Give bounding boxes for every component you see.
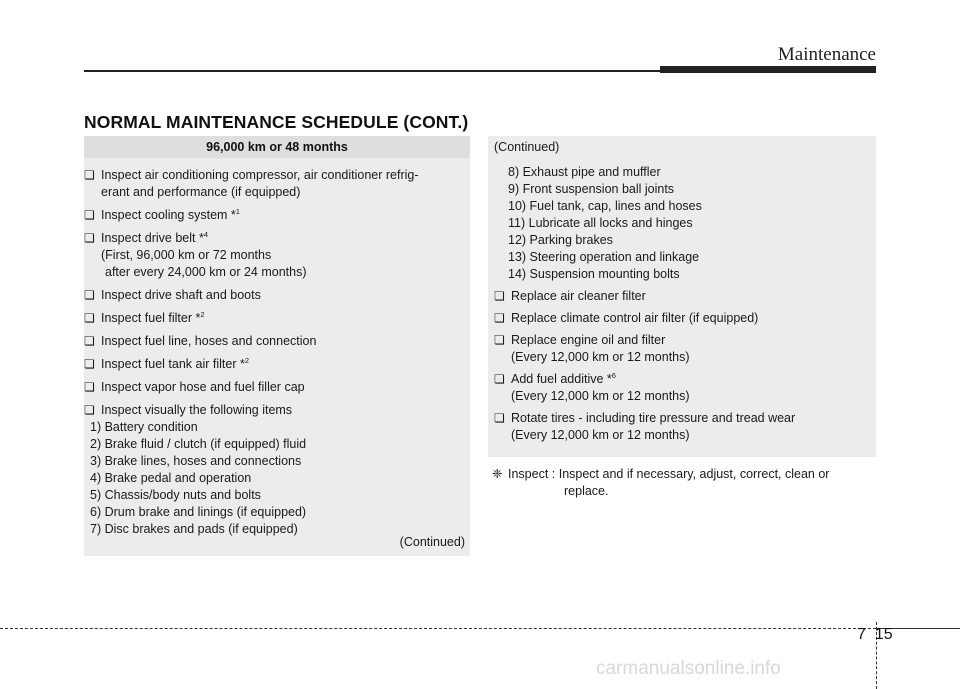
- sub-item: 3) Brake lines, hoses and connections: [90, 454, 302, 468]
- item-text: Rotate tires - including tire pressure and tread wear: [511, 411, 796, 425]
- footnote-ref: 6: [611, 370, 616, 380]
- list-item: [84, 402, 464, 419]
- list-item: [494, 310, 872, 327]
- right-panel-body: [494, 139, 872, 444]
- sub-item: 7) Disc brakes and pads (if equipped): [90, 522, 298, 536]
- item-text: Inspect fuel line, hoses and connection: [101, 334, 317, 348]
- sub-list: [84, 419, 464, 538]
- item-detail: after every 24,000 km or 24 months): [105, 265, 307, 279]
- page-number-value: 15: [874, 626, 893, 643]
- sub-item: 8) Exhaust pipe and muffler: [508, 165, 661, 179]
- item-detail: (Every 12,000 km or 12 months): [511, 389, 690, 403]
- checkbox-icon: ❏: [84, 311, 95, 325]
- checkbox-icon: ❏: [84, 168, 95, 182]
- page-number: [857, 626, 893, 644]
- item-text: erant and performance (if equipped): [101, 185, 301, 199]
- sub-item: 2) Brake fluid / clutch (if equipped) fluid: [90, 437, 307, 451]
- item-text: Inspect fuel filter *: [101, 311, 201, 325]
- list-item: [494, 410, 872, 444]
- footer-dashed-rule: [0, 628, 876, 629]
- sub-item: 9) Front suspension ball joints: [508, 182, 675, 196]
- header-rule-thin: [84, 70, 660, 72]
- page-title: NORMAL MAINTENANCE SCHEDULE (CONT.): [84, 112, 469, 132]
- asterisk-icon: ❈: [492, 467, 503, 481]
- watermark: carmanualsonline.info: [596, 658, 781, 679]
- checkbox-icon: ❏: [84, 208, 95, 222]
- sub-item: 10) Fuel tank, cap, lines and hoses: [508, 199, 702, 213]
- sub-item: 6) Drum brake and linings (if equipped): [90, 505, 307, 519]
- footnote-ref: 2: [244, 355, 249, 365]
- checkbox-icon: ❏: [494, 289, 505, 303]
- footnote-ref: 2: [200, 309, 205, 319]
- continued-label: (Continued): [494, 140, 560, 154]
- sub-item: 14) Suspension mounting bolts: [508, 267, 680, 281]
- item-text: Inspect visually the following items: [101, 403, 293, 417]
- footnote-line: Inspect : Inspect and if necessary, adjust, correct, clean or: [508, 467, 830, 481]
- item-detail: (Every 12,000 km or 12 months): [511, 428, 690, 442]
- header-rule-thick: [660, 66, 876, 73]
- item-text: Inspect drive belt *: [101, 231, 204, 245]
- item-text: Inspect air conditioning compressor, air conditioner refrig-: [101, 168, 419, 182]
- list-item: [494, 332, 872, 366]
- item-text: Replace air cleaner filter: [511, 289, 646, 303]
- checkbox-icon: ❏: [84, 231, 95, 245]
- list-item: [84, 230, 464, 281]
- continued-label: (Continued): [399, 535, 465, 549]
- footnote-ref: 1: [235, 206, 240, 216]
- list-item: [84, 379, 464, 396]
- checkbox-icon: ❏: [494, 411, 505, 425]
- list-item: [84, 207, 464, 224]
- sub-list: [494, 164, 872, 283]
- list-item: [84, 287, 464, 304]
- list-item: [84, 310, 464, 327]
- list-item: [494, 371, 872, 405]
- item-text: Replace engine oil and filter: [511, 333, 666, 347]
- footnote: [492, 466, 872, 500]
- checkbox-icon: ❏: [84, 357, 95, 371]
- list-item: [84, 167, 464, 201]
- item-text: Inspect drive shaft and boots: [101, 288, 261, 302]
- header-section-title: Maintenance: [777, 44, 876, 65]
- checkbox-icon: ❏: [84, 288, 95, 302]
- list-item: [84, 356, 464, 373]
- checkbox-icon: ❏: [494, 372, 505, 386]
- left-panel-heading: 96,000 km or 48 months: [84, 136, 470, 158]
- checkbox-icon: ❏: [84, 403, 95, 417]
- item-detail: (Every 12,000 km or 12 months): [511, 350, 690, 364]
- checkbox-icon: ❏: [494, 311, 505, 325]
- sub-item: 1) Battery condition: [90, 420, 198, 434]
- left-panel-body: [84, 167, 464, 538]
- checkbox-icon: ❏: [84, 380, 95, 394]
- sub-item: 11) Lubricate all locks and hinges: [508, 216, 693, 230]
- footnote-ref: 4: [203, 229, 209, 239]
- item-detail: (First, 96,000 km or 72 months: [101, 248, 272, 262]
- checkbox-icon: ❏: [494, 333, 505, 347]
- checkbox-icon: ❏: [84, 334, 95, 348]
- sub-item: 13) Steering operation and linkage: [508, 250, 700, 264]
- footnote-line: replace.: [564, 484, 609, 498]
- sub-item: 4) Brake pedal and operation: [90, 471, 252, 485]
- chapter-number: 7: [857, 626, 866, 643]
- item-text: Inspect fuel tank air filter *: [101, 357, 245, 371]
- item-text: Inspect cooling system *: [101, 208, 236, 222]
- item-text: Inspect vapor hose and fuel filler cap: [101, 380, 305, 394]
- sub-item: 12) Parking brakes: [508, 233, 613, 247]
- sub-item: 5) Chassis/body nuts and bolts: [90, 488, 261, 502]
- list-item: [84, 333, 464, 350]
- item-text: Replace climate control air filter (if equipped): [511, 311, 759, 325]
- list-item: [494, 288, 872, 305]
- item-text: Add fuel additive *: [511, 372, 612, 386]
